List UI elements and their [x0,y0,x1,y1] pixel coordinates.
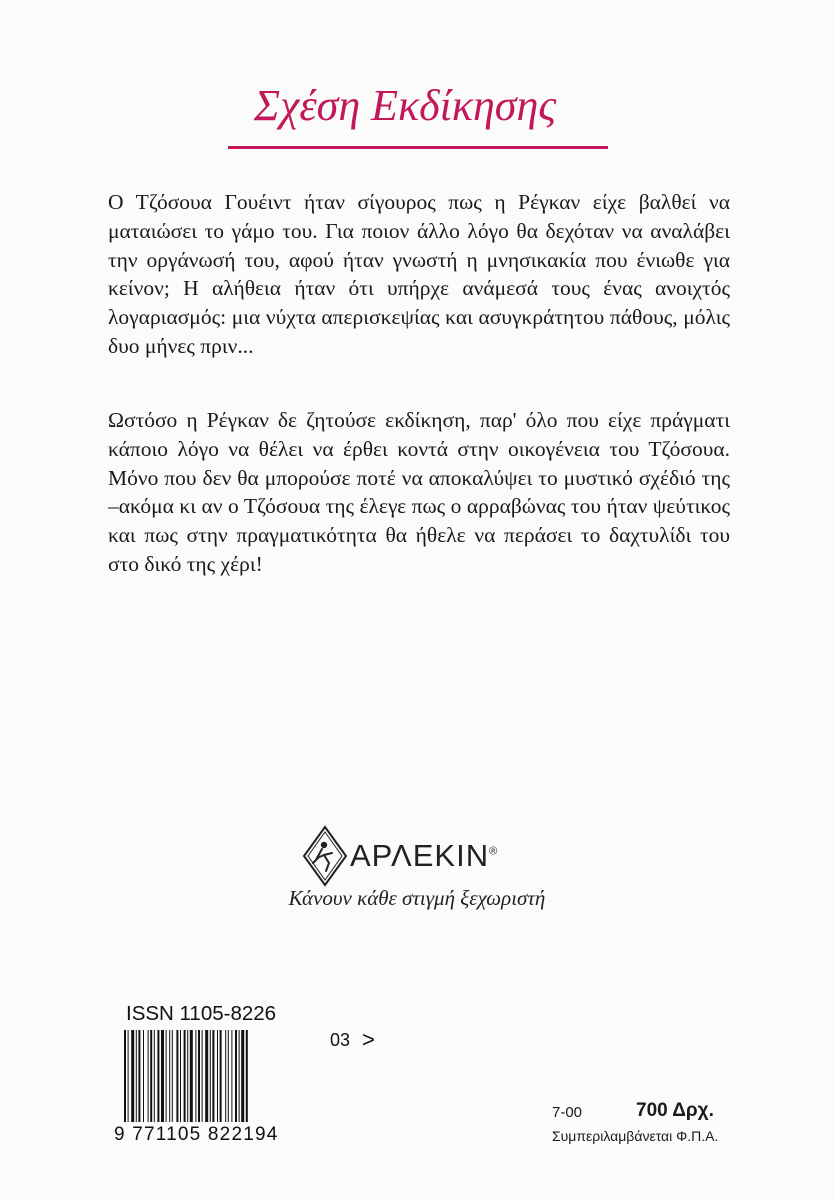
barcode-digits: 9 771105 822194 [114,1124,279,1145]
publisher-logo [350,838,498,874]
blurb-paragraph-1: Ο Τζόσουα Γουέιντ ήταν σίγουρος πως η Ρέγκαν είχε βαλθεί να ματαιώσει το γάμο του. Για ποιον άλλο λόγο θα δεχόταν να αναλάβει την οργάνωσή του, αφού ήταν γνωστή η μνησικακία που ένιωθε για κείνον; Η αλήθεια ήταν ότι υπήρχε ανάμεσά τους ένας ανοιχτός λογαριασμός: μια νύχτα απερισκεψίας και ασυγκράτητου πάθους, μόλις δυο μήνες πριν... [108,190,730,358]
barcode [124,1030,324,1122]
registered-mark: ® [489,845,499,858]
title-underline [228,146,608,149]
barcode-addon: 03 [330,1030,351,1050]
harlequin-diamond-icon [302,825,348,887]
issue-code: 7-00 [552,1104,583,1121]
barcode-addon-arrow: > [362,1027,375,1052]
blurb-paragraph-2: Ωστόσο η Ρέγκαν δε ζητούσε εκδίκηση, παρ' όλο που είχε πράγματι κάποιο λόγο να θέλει να έρθει κοντά στην οικογένεια του Τζόσουα. Μόνο που δεν θα μπορούσε ποτέ να αποκαλύψει το μυστικό σχέδιό της –ακόμα κι αν ο Τζόσουα της έλεγε πως ο αρραβώνας του ήταν ψεύτικος και πως στην πραγματικότητα θα ήθελε να περάσει το δαχτυλίδι του στο δικό της χέρι! [108,408,730,576]
price: 700 Δρχ. [636,1100,714,1121]
publisher-tagline: Κάνουν κάθε στιγμή ξεχωριστή [288,886,546,910]
issn-label: ISSN 1105-8226 [126,1002,277,1025]
vat-note: Συμπεριλαμβάνεται Φ.Π.Α. [552,1128,719,1144]
book-title: Σχέση Εκδίκησης [253,81,557,130]
publisher-name: ΑΡΛΕΚΙΝ [350,838,490,873]
